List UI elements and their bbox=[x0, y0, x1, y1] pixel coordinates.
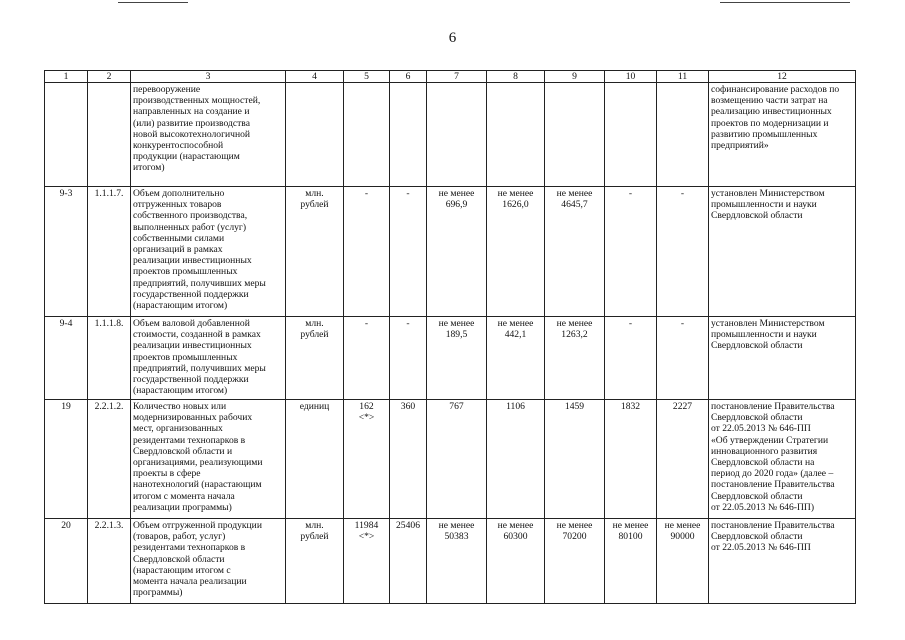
value-cell bbox=[390, 83, 427, 187]
row-number-cell bbox=[45, 317, 88, 400]
cell-text: - bbox=[680, 188, 685, 199]
table-row bbox=[45, 519, 856, 604]
cell-text: 1459 bbox=[564, 401, 585, 412]
unit-cell bbox=[286, 187, 344, 317]
row-number-cell bbox=[45, 519, 88, 604]
cell-text: 19 bbox=[61, 401, 71, 412]
cell-text: - bbox=[680, 318, 685, 329]
unit-cell bbox=[286, 83, 344, 187]
source-cell bbox=[709, 519, 856, 604]
cell-text: Объем отгруженной продукции (товаров, работ, услуг) резидентами технопарков в Свердловской области (нарастающим итогом с момента начала реализации программы) bbox=[133, 520, 262, 599]
indicator-code-cell bbox=[88, 519, 131, 604]
cell-text: Объем дополнительно отгруженных товаров собственного производства, выполненных работ (услуг) собственными силами организаций в рамках реализации инвестиционных проектов промышленных предприятий, получивших меры государственной поддержки (нарастающим итогом) bbox=[133, 188, 266, 312]
cell-text: - bbox=[364, 318, 369, 329]
value-cell bbox=[487, 519, 545, 604]
cell-text: не менее 696,9 bbox=[438, 188, 475, 211]
source-cell bbox=[709, 83, 856, 187]
cell-text: перевооружение производственных мощностей, направленных на создание и (или) развитие производства новой высокотехнологичной конкурентоспособной продукции (нарастающим итогом) bbox=[133, 84, 261, 174]
value-cell bbox=[344, 400, 390, 519]
cell-text: не менее 60300 bbox=[497, 520, 534, 543]
source-cell bbox=[709, 187, 856, 317]
value-cell bbox=[545, 83, 605, 187]
cell-text: 1.1.1.7. bbox=[94, 188, 124, 199]
cell-text: - bbox=[406, 188, 410, 199]
value-cell bbox=[657, 187, 709, 317]
cell-text: - bbox=[406, 318, 410, 329]
value-cell bbox=[427, 519, 487, 604]
value-cell bbox=[545, 519, 605, 604]
column-number: 2 bbox=[88, 71, 131, 83]
indicator-name-cell bbox=[131, 519, 286, 604]
value-cell bbox=[344, 187, 390, 317]
value-cell bbox=[344, 83, 390, 187]
top-rule-right bbox=[720, 2, 850, 3]
cell-text: не менее 189,5 bbox=[438, 318, 475, 341]
table-row bbox=[45, 317, 856, 400]
value-cell bbox=[344, 519, 390, 604]
column-number: 4 bbox=[286, 71, 344, 83]
cell-text: - bbox=[628, 188, 633, 199]
cell-text: - bbox=[628, 318, 633, 329]
column-number: 10 bbox=[605, 71, 657, 83]
value-cell bbox=[657, 317, 709, 400]
table-row bbox=[45, 400, 856, 519]
page-number: 6 bbox=[448, 30, 457, 46]
cell-text: не менее 442,1 bbox=[497, 318, 534, 341]
row-number-cell bbox=[45, 400, 88, 519]
cell-text: не менее 4645,7 bbox=[556, 188, 593, 211]
cell-text: 767 bbox=[449, 401, 464, 412]
column-number: 5 bbox=[344, 71, 390, 83]
cell-text: млн. рублей bbox=[300, 520, 329, 543]
indicators-table bbox=[44, 70, 856, 604]
cell-text: не менее 70200 bbox=[556, 520, 593, 543]
cell-text: 2.2.1.2. bbox=[94, 401, 124, 412]
column-number: 12 bbox=[709, 71, 856, 83]
indicator-name-cell bbox=[131, 317, 286, 400]
cell-text: 1.1.1.8. bbox=[94, 318, 124, 329]
value-cell bbox=[545, 317, 605, 400]
indicator-code-cell bbox=[88, 83, 131, 187]
cell-text: 360 bbox=[400, 401, 416, 412]
cell-text: 2227 bbox=[672, 401, 693, 412]
column-number: 11 bbox=[657, 71, 709, 83]
value-cell bbox=[390, 317, 427, 400]
value-cell bbox=[657, 83, 709, 187]
value-cell bbox=[427, 187, 487, 317]
cell-text: постановление Правительства Свердловской области от 22.05.2013 № 646-ПП «Об утверждении Стратегии инновационного развития Свердловской области на период до 2020 года» (далее – постановление Правительства Свердловской области от 22.05.2013 № 646-ПП) bbox=[711, 401, 835, 513]
row-number-cell bbox=[45, 83, 88, 187]
value-cell bbox=[427, 317, 487, 400]
column-number: 7 bbox=[427, 71, 487, 83]
indicator-name-cell bbox=[131, 400, 286, 519]
cell-text: 20 bbox=[61, 520, 71, 531]
column-number: 9 bbox=[545, 71, 605, 83]
cell-text: 162 <*> bbox=[358, 401, 375, 424]
cell-text: не менее 1626,0 bbox=[497, 188, 534, 211]
value-cell bbox=[427, 83, 487, 187]
cell-text: 1106 bbox=[506, 401, 525, 412]
table-row bbox=[45, 83, 856, 187]
cell-text: постановление Правительства Свердловской области от 22.05.2013 № 646-ПП bbox=[711, 520, 835, 554]
cell-text: млн. рублей bbox=[300, 318, 329, 341]
unit-cell bbox=[286, 317, 344, 400]
value-cell bbox=[657, 519, 709, 604]
indicator-name-cell bbox=[131, 83, 286, 187]
value-cell bbox=[605, 83, 657, 187]
value-cell bbox=[390, 400, 427, 519]
cell-text: Количество новых или модернизированных рабочих мест, организованных резидентами технопарков в Свердловской области и организациями, реализующими проекты в сфере нанотехнологий (нарастающим итогом с момента начала реализации программы) bbox=[133, 401, 263, 513]
indicator-code-cell bbox=[88, 317, 131, 400]
cell-text: установлен Министерством промышленности и науки Свердловской области bbox=[711, 188, 825, 222]
value-cell bbox=[487, 317, 545, 400]
source-cell bbox=[709, 317, 856, 400]
cell-text: единиц bbox=[299, 401, 330, 412]
indicator-name-cell bbox=[131, 187, 286, 317]
cell-text: не менее 90000 bbox=[664, 520, 701, 543]
column-number: 1 bbox=[45, 71, 88, 83]
cell-text: Объем валовой добавленной стоимости, созданной в рамках реализации инвестиционных проектов промышленных предприятий, получивших меры государственной поддержки (нарастающим итогом) bbox=[133, 318, 266, 397]
value-cell bbox=[605, 187, 657, 317]
table-row bbox=[45, 187, 856, 317]
top-rule-left bbox=[118, 2, 188, 3]
unit-cell bbox=[286, 400, 344, 519]
cell-text: софинансирование расходов по возмещению части затрат на реализацию инвестиционных проектов по модернизации и развитию промышленных предприятий» bbox=[711, 84, 840, 152]
cell-text: не менее 80100 bbox=[612, 520, 649, 543]
row-number-cell bbox=[45, 187, 88, 317]
cell-text: не менее 50383 bbox=[438, 520, 475, 543]
cell-text: 2.2.1.3. bbox=[94, 520, 124, 531]
value-cell bbox=[487, 400, 545, 519]
value-cell bbox=[390, 187, 427, 317]
unit-cell bbox=[286, 519, 344, 604]
value-cell bbox=[545, 400, 605, 519]
cell-text: 11984 <*> bbox=[354, 520, 379, 543]
cell-text: установлен Министерством промышленности и науки Свердловской области bbox=[711, 318, 825, 352]
cell-text: 25406 bbox=[396, 520, 420, 531]
value-cell bbox=[605, 400, 657, 519]
value-cell bbox=[427, 400, 487, 519]
column-number: 6 bbox=[390, 71, 427, 83]
value-cell bbox=[344, 317, 390, 400]
indicator-code-cell bbox=[88, 400, 131, 519]
cell-text: 9-4 bbox=[59, 318, 73, 329]
source-cell bbox=[709, 400, 856, 519]
cell-text: млн. рублей bbox=[300, 188, 329, 211]
value-cell bbox=[605, 317, 657, 400]
column-number: 3 bbox=[131, 71, 286, 83]
indicator-code-cell bbox=[88, 187, 131, 317]
value-cell bbox=[487, 83, 545, 187]
cell-text: 1832 bbox=[620, 401, 641, 412]
value-cell bbox=[487, 187, 545, 317]
cell-text: 9-3 bbox=[59, 188, 73, 199]
cell-text: - bbox=[364, 188, 369, 199]
cell-text: не менее 1263,2 bbox=[556, 318, 593, 341]
value-cell bbox=[605, 519, 657, 604]
value-cell bbox=[657, 400, 709, 519]
column-number: 8 bbox=[487, 71, 545, 83]
column-number-row bbox=[45, 71, 856, 83]
value-cell bbox=[545, 187, 605, 317]
value-cell bbox=[390, 519, 427, 604]
